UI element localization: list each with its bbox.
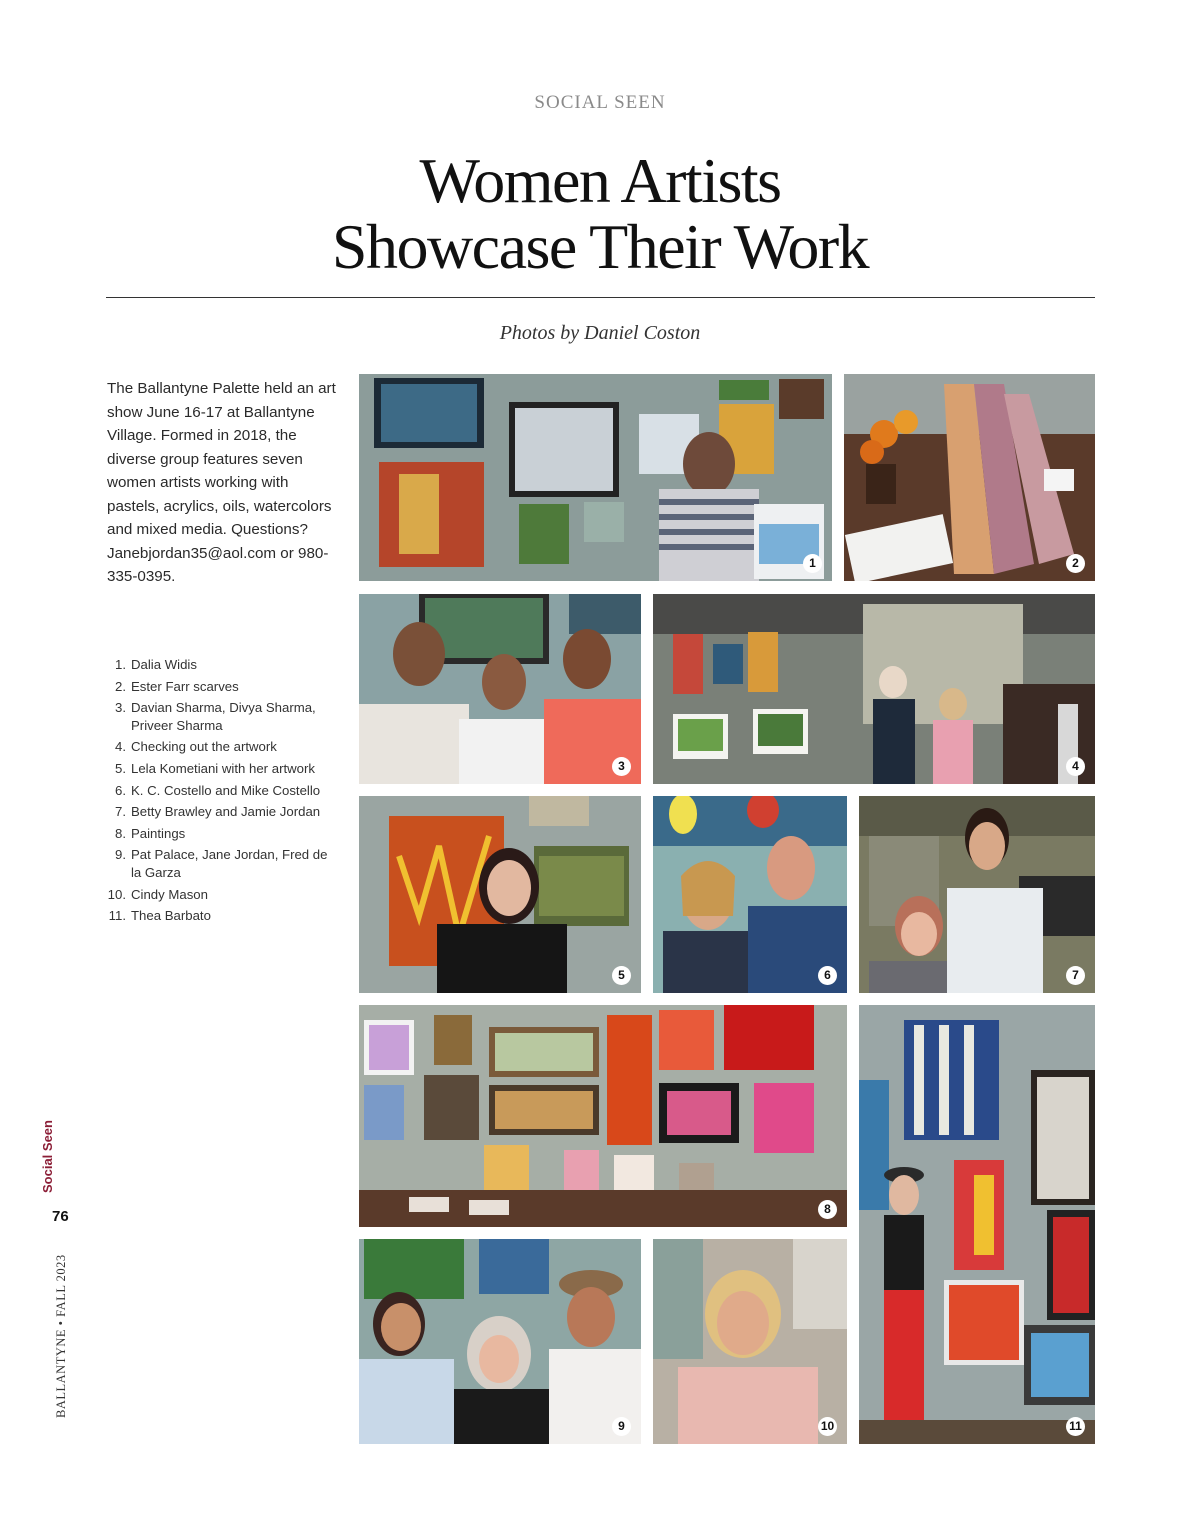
photo-3-image [359, 594, 641, 784]
photo-number-badge: 7 [1066, 966, 1085, 985]
photo-8 [359, 1005, 847, 1227]
photo-2-image [844, 374, 1095, 581]
caption-item: 4. Checking out the artwork [115, 739, 277, 755]
photo-6 [653, 796, 847, 993]
article-title [0, 145, 1200, 282]
caption-item: 2. Ester Farr scarves [115, 678, 239, 694]
photo-7-image [859, 796, 1095, 993]
photo-5-image [359, 796, 641, 993]
photo-number-badge: 1 [803, 554, 822, 573]
photo-9 [359, 1239, 641, 1444]
photo-number-badge: 4 [1066, 757, 1085, 776]
photo-credit: Photos by Daniel Coston [499, 322, 701, 344]
photo-number-badge: 9 [612, 1417, 631, 1436]
caption-item: 11. Thea Barbato [108, 908, 211, 924]
caption-item: 5. Lela Kometiani with her artwork [115, 760, 315, 776]
photo-11-image [859, 1005, 1095, 1444]
photo-10 [653, 1239, 847, 1444]
photo-5 [359, 796, 641, 993]
photo-2 [844, 374, 1095, 581]
photo-7 [859, 796, 1095, 993]
title-line-1: Women Artists [419, 145, 781, 216]
caption-item: 1. Dalia Widis [115, 657, 197, 672]
caption-item: 6. K. C. Costello and Mike Costello [115, 782, 321, 798]
photo-number-badge: 8 [818, 1200, 837, 1219]
photo-1 [359, 374, 832, 581]
section-label: Social Seen [40, 1120, 55, 1193]
photo-8-image [359, 1005, 847, 1227]
photo-number-badge: 6 [818, 966, 837, 985]
photo-number-badge: 10 [818, 1417, 837, 1436]
photo-9-image [359, 1239, 641, 1444]
photo-number-badge: 2 [1066, 554, 1085, 573]
caption-item: 9. Pat Palace, Jane Jordan, Fred de la Garza [115, 847, 328, 880]
title-line-2: Showcase Their Work [331, 211, 869, 282]
magazine-issue: BALLANTYNE • FALL 2023 [54, 1254, 68, 1418]
caption-list [106, 656, 341, 929]
photo-3 [359, 594, 641, 784]
photo-4 [653, 594, 1095, 784]
photo-number-badge: 3 [612, 757, 631, 776]
photo-10-image [653, 1239, 847, 1444]
photo-number-badge: 11 [1066, 1417, 1085, 1436]
intro-paragraph: The Ballantyne Palette held an art show June 16-17 at Ballantyne Village. Formed in 2018, the diverse group features seven women artists working with pastels, acrylics, oils, watercolors and mixed media. Questions? Janebjordan35@aol.com or 980-335-0395. [107, 380, 336, 585]
caption-item: 7. Betty Brawley and Jamie Jordan [115, 804, 321, 820]
photo-1-image [359, 374, 832, 581]
photo-number-badge: 5 [612, 966, 631, 985]
caption-item: 10. Cindy Mason [107, 886, 208, 902]
photo-4-image [653, 594, 1095, 784]
caption-item: 8. Paintings [115, 825, 186, 841]
caption-item: 3. Davian Sharma, Divya Sharma, Priveer Sharma [115, 700, 316, 733]
photo-6-image [653, 796, 847, 993]
section-kicker: SOCIAL SEEN [534, 92, 666, 113]
title-rule [106, 297, 1095, 298]
photo-11 [859, 1005, 1095, 1444]
page-number: 76 [52, 1208, 69, 1225]
